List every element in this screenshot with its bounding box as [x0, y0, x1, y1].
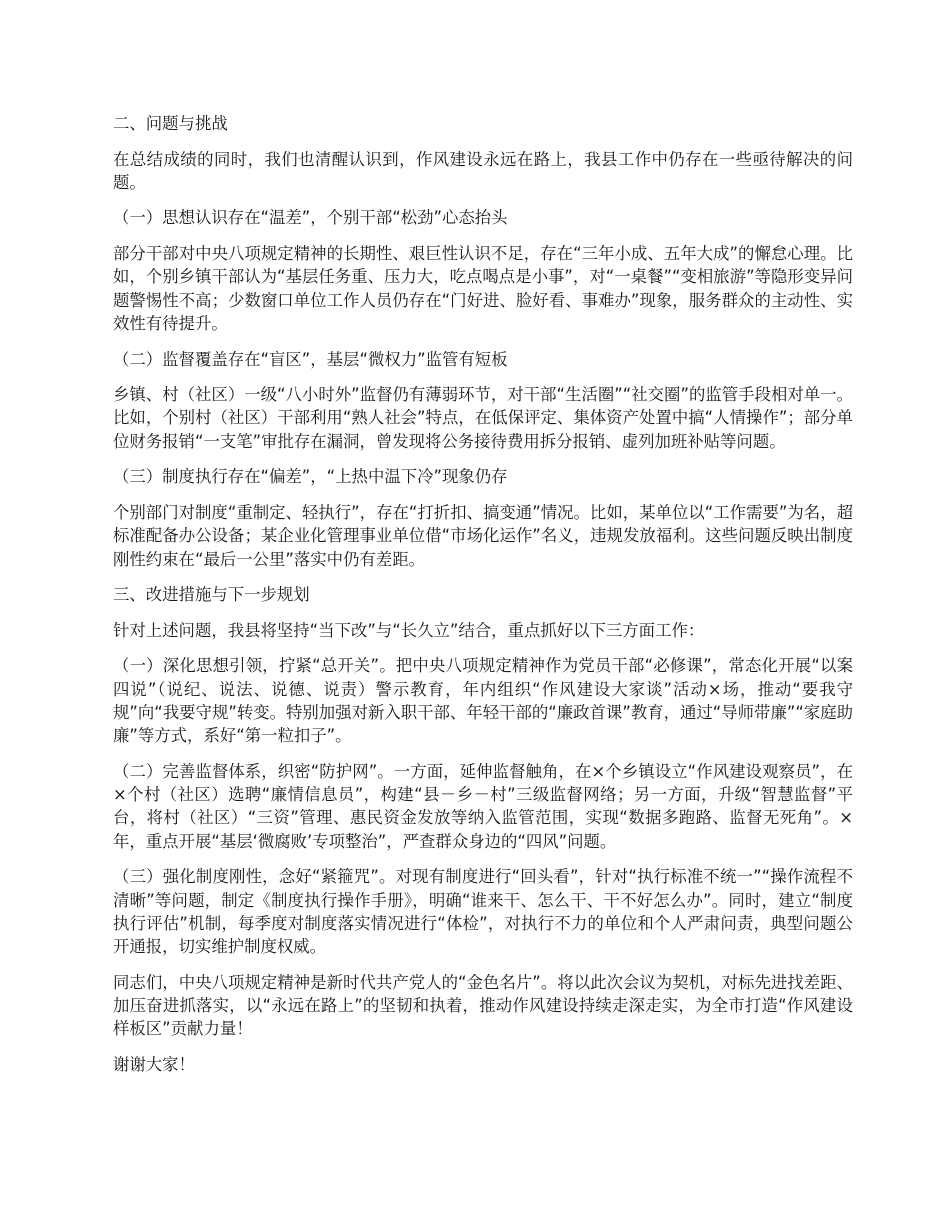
paragraph-intro: 在总结成绩的同时，我们也清醒认识到，作风建设永远在路上，我县工作中仍存在一些亟待解决的问题。: [113, 149, 853, 192]
paragraph-execution: 个别部门对制度“重制定、轻执行”，存在“打折扣、搞变通”情况。比如，某单位以“工作需要”为名，超标准配备办公设备；某企业化管理事业单位借“市场化运作”名义，违规发放福利。这些问题反映出制度刚性约束在“最后一公里”落实中仍有差距。: [113, 502, 853, 569]
subheading-supervision: （二）监督覆盖存在“盲区”，基层“微权力”监管有短板: [113, 349, 508, 369]
paragraph-thanks: 谢谢大家！: [113, 1054, 195, 1074]
subheading-thinking: （一）思想认识存在“温差”，个别干部“松劲”心态抬头: [113, 208, 508, 228]
document-body: [113, 112, 853, 1089]
paragraph-measure-2: （二）完善监督体系，织密“防护网”。一方面，延伸监督触角，在×个乡镇设立“作风建设观察员”，在×个村（社区）选聘“廉情信息员”，构建“县－乡－村”三级监督网络；另一方面，升级“智慧监督”平台，将村（社区）“三资”管理、惠民资金发放等纳入监管范围，实现“数据多跑路、监督无死角”。×年，重点开展“基层‘微腐败’专项整治”，严查群众身边的“四风”问题。: [113, 761, 853, 851]
paragraph-supervision: 乡镇、村（社区）一级“八小时外”监督仍有薄弱环节，对干部“生活圈”“社交圈”的监管手段相对单一。比如，个别村（社区）干部利用“熟人社会”特点，在低保评定、集体资产处置中搞“人情操作”；部分单位财务报销“一支笔”审批存在漏洞，曾发现将公务接待费用拆分报销、虚列加班补贴等问题。: [113, 385, 853, 451]
paragraph-thinking: 部分干部对中央八项规定精神的长期性、艰巨性认识不足，存在“三年小成、五年大成”的懈怠心理。比如，个别乡镇干部认为“基层任务重、压力大，吃点喝点是小事”，对“一桌餐”“变相旅游”等隐形变异问题警惕性不高；少数窗口单位工作人员仍存在“门好进、脸好看、事难办”现象，服务群众的主动性、实效性有待提升。: [113, 244, 853, 333]
paragraph-measures-intro: 针对上述问题，我县将坚持“当下改”与“长久立”结合，重点抓好以下三方面工作：: [113, 620, 705, 640]
paragraph-closing: 同志们，中央八项规定精神是新时代共产党人的“金色名片”。将以此次会议为契机，对标先进找差距、加压奋进抓落实，以“永远在路上”的坚韧和执着，推动作风建设持续走深走实，为全市打造“作风建设样板区”贡献力量！: [113, 972, 853, 1039]
subheading-execution: （三）制度执行存在“偏差”，“上热中温下冷”现象仍存: [113, 467, 508, 487]
section-heading-measures: 三、改进措施与下一步规划: [113, 585, 310, 605]
paragraph-measure-1: （一）深化思想引领，拧紧“总开关”。把中央八项规定精神作为党员干部“必修课”，常态化开展“以案四说”（说纪、说法、说德、说责）警示教育，年内组织“作风建设大家谈”活动×场，推动“要我守规”向“我要守规”转变。特别加强对新入职干部、年轻干部的“廉政首课”教育，通过“导师带廉”“家庭助廉”等方式，系好“第一粒扣子”。: [113, 656, 853, 746]
section-heading-problems: 二、问题与挑战: [113, 114, 228, 133]
paragraph-measure-3: （三）强化制度刚性，念好“紧箍咒”。对现有制度进行“回头看”，针对“执行标准不统一”“操作流程不清晰”等问题，制定《制度执行操作手册》，明确“谁来干、怎么干、干不好怎么办”。同时，建立“制度执行评估”机制，每季度对制度落实情况进行“体检”，对执行不力的单位和个人严肃问责，典型问题公开通报，切实维护制度权威。: [113, 867, 853, 957]
